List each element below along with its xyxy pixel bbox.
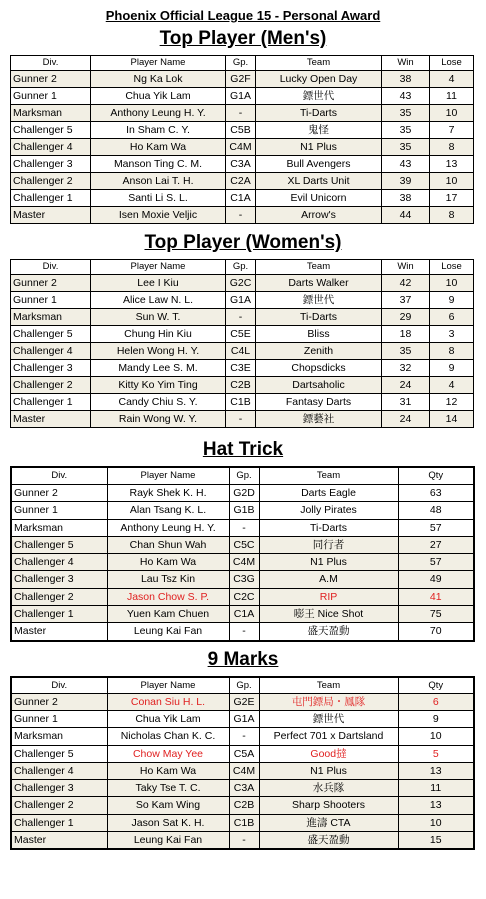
team-cell: XL Darts Unit <box>256 173 382 190</box>
lose-cell: 4 <box>430 377 474 394</box>
qty-cell: 13 <box>398 797 474 814</box>
player-name-cell: Ho Kam Wa <box>91 139 226 156</box>
qty-cell: 6 <box>398 693 474 710</box>
player-name-cell: Yuen Kam Chuen <box>107 606 229 623</box>
column-header-player-name: Player Name <box>107 467 229 485</box>
table-row <box>11 588 474 605</box>
div-cell: Gunner 1 <box>11 88 91 105</box>
div-cell: Challenger 5 <box>11 536 107 553</box>
team-cell: Zenith <box>256 343 382 360</box>
column-header-div: Div. <box>11 677 107 694</box>
column-header-player-name: Player Name <box>91 56 226 71</box>
win-cell: 18 <box>382 326 430 343</box>
team-cell: Ti-Darts <box>256 309 382 326</box>
award-table-9-marks <box>10 676 475 851</box>
table-row <box>11 122 474 139</box>
team-cell: Lucky Open Day <box>256 71 382 88</box>
team-cell: Chopsdicks <box>256 360 382 377</box>
table-row <box>11 832 474 850</box>
group-cell: G2E <box>229 693 259 710</box>
div-cell: Challenger 3 <box>11 571 107 588</box>
qty-cell: 75 <box>398 606 474 623</box>
team-cell: 鏢世代 <box>256 88 382 105</box>
table-row <box>11 71 474 88</box>
table-row <box>11 292 474 309</box>
team-cell: Good撻 <box>259 745 398 762</box>
group-cell: - <box>226 207 256 224</box>
div-cell: Challenger 3 <box>11 360 91 377</box>
team-cell: Jolly Pirates <box>259 502 398 519</box>
table-row <box>11 326 474 343</box>
team-cell: Ti-Darts <box>256 105 382 122</box>
player-name-cell: Anson Lai T. H. <box>91 173 226 190</box>
div-cell: Gunner 2 <box>11 485 107 502</box>
lose-cell: 4 <box>430 71 474 88</box>
award-table-hat-trick <box>10 466 475 642</box>
column-header-team: Team <box>259 677 398 694</box>
group-cell: - <box>229 623 259 641</box>
div-cell: Challenger 1 <box>11 606 107 623</box>
table-row <box>11 780 474 797</box>
player-name-cell: Taky Tse T. C. <box>107 780 229 797</box>
div-cell: Marksman <box>11 309 91 326</box>
player-name-cell: Sun W. T. <box>91 309 226 326</box>
lose-cell: 3 <box>430 326 474 343</box>
team-cell: 盛天盈動 <box>259 623 398 641</box>
column-header-gp: Gp. <box>229 677 259 694</box>
qty-cell: 70 <box>398 623 474 641</box>
player-name-cell: Ng Ka Lok <box>91 71 226 88</box>
table-row <box>11 571 474 588</box>
player-name-cell: Alice Law N. L. <box>91 292 226 309</box>
group-cell: C2B <box>229 797 259 814</box>
player-name-cell: Leung Kai Fan <box>107 623 229 641</box>
win-cell: 29 <box>382 309 430 326</box>
group-cell: G1A <box>229 710 259 727</box>
div-cell: Gunner 1 <box>11 502 107 519</box>
player-name-cell: Isen Moxie Veljic <box>91 207 226 224</box>
table-row <box>11 797 474 814</box>
table-header-row <box>11 56 474 71</box>
group-cell: C3G <box>229 571 259 588</box>
team-cell: 水兵隊 <box>259 780 398 797</box>
team-cell: 進濤 CTA <box>259 814 398 831</box>
group-cell: G2D <box>229 485 259 502</box>
div-cell: Challenger 2 <box>11 173 91 190</box>
team-cell: Sharp Shooters <box>259 797 398 814</box>
win-cell: 38 <box>382 71 430 88</box>
win-cell: 37 <box>382 292 430 309</box>
lose-cell: 11 <box>430 88 474 105</box>
team-cell: 盛天盈動 <box>259 832 398 850</box>
group-cell: C5A <box>229 745 259 762</box>
group-cell: C2B <box>226 377 256 394</box>
table-row <box>11 814 474 831</box>
win-cell: 35 <box>382 139 430 156</box>
group-cell: C2A <box>226 173 256 190</box>
player-name-cell: Nicholas Chan K. C. <box>107 728 229 745</box>
div-cell: Gunner 2 <box>11 275 91 292</box>
lose-cell: 8 <box>430 343 474 360</box>
section-title-9-marks: 9 Marks <box>207 648 279 670</box>
group-cell: C1B <box>229 814 259 831</box>
column-header-team: Team <box>259 467 398 485</box>
team-cell: Perfect 701 x Dartsland <box>259 728 398 745</box>
lose-cell: 9 <box>430 360 474 377</box>
player-name-cell: Alan Tsang K. L. <box>107 502 229 519</box>
div-cell: Challenger 5 <box>11 122 91 139</box>
table-row <box>11 536 474 553</box>
team-cell: 鏢世代 <box>256 292 382 309</box>
section-title-top-player-men-s: Top Player (Men's) <box>159 28 327 49</box>
group-cell: G2C <box>226 275 256 292</box>
win-cell: 43 <box>382 88 430 105</box>
win-cell: 42 <box>382 275 430 292</box>
column-header-team: Team <box>256 56 382 71</box>
qty-cell: 11 <box>398 780 474 797</box>
section-title-top-player-women-s: Top Player (Women's) <box>144 232 342 253</box>
table-row <box>11 105 474 122</box>
team-cell: 同行者 <box>259 536 398 553</box>
div-cell: Master <box>11 411 91 428</box>
div-cell: Marksman <box>11 519 107 536</box>
lose-cell: 8 <box>430 207 474 224</box>
group-cell: G1A <box>226 292 256 309</box>
column-header-player-name: Player Name <box>107 677 229 694</box>
group-cell: C1B <box>226 394 256 411</box>
player-name-cell: Anthony Leung H. Y. <box>107 519 229 536</box>
column-header-win: Win <box>382 260 430 275</box>
group-cell: - <box>226 309 256 326</box>
award-table-top-player-women-s <box>10 259 474 428</box>
team-cell: Evil Unicorn <box>256 190 382 207</box>
team-cell: Darts Eagle <box>259 485 398 502</box>
player-name-cell: Jason Chow S. P. <box>107 588 229 605</box>
win-cell: 24 <box>382 377 430 394</box>
table-row <box>11 156 474 173</box>
div-cell: Challenger 5 <box>11 326 91 343</box>
award-sections <box>0 27 486 850</box>
group-cell: C4L <box>226 343 256 360</box>
team-cell: N1 Plus <box>256 139 382 156</box>
qty-cell: 63 <box>398 485 474 502</box>
div-cell: Challenger 1 <box>11 814 107 831</box>
player-name-cell: Candy Chiu S. Y. <box>91 394 226 411</box>
group-cell: C4M <box>229 554 259 571</box>
div-cell: Challenger 2 <box>11 797 107 814</box>
div-cell: Challenger 1 <box>11 190 91 207</box>
lose-cell: 9 <box>430 292 474 309</box>
table-row <box>11 275 474 292</box>
div-cell: Challenger 4 <box>11 554 107 571</box>
group-cell: - <box>229 832 259 850</box>
table-row <box>11 207 474 224</box>
div-cell: Master <box>11 207 91 224</box>
group-cell: C3A <box>226 156 256 173</box>
win-cell: 44 <box>382 207 430 224</box>
column-header-div: Div. <box>11 260 91 275</box>
win-cell: 32 <box>382 360 430 377</box>
team-cell: 鏢藝社 <box>256 411 382 428</box>
win-cell: 39 <box>382 173 430 190</box>
table-row <box>11 190 474 207</box>
table-row <box>11 88 474 105</box>
player-name-cell: Jason Sat K. H. <box>107 814 229 831</box>
player-name-cell: Anthony Leung H. Y. <box>91 105 226 122</box>
lose-cell: 14 <box>430 411 474 428</box>
team-cell: 鬼怪 <box>256 122 382 139</box>
group-cell: C5B <box>226 122 256 139</box>
lose-cell: 13 <box>430 156 474 173</box>
div-cell: Challenger 4 <box>11 762 107 779</box>
group-cell: G1B <box>229 502 259 519</box>
column-header-team: Team <box>256 260 382 275</box>
div-cell: Master <box>11 623 107 641</box>
team-cell: Fantasy Darts <box>256 394 382 411</box>
table-row <box>11 623 474 641</box>
player-name-cell: Santi Li S. L. <box>91 190 226 207</box>
player-name-cell: Kitty Ko Yim Ting <box>91 377 226 394</box>
player-name-cell: Chan Shun Wah <box>107 536 229 553</box>
table-row <box>11 606 474 623</box>
award-table-top-player-men-s <box>10 55 474 224</box>
qty-cell: 48 <box>398 502 474 519</box>
win-cell: 35 <box>382 122 430 139</box>
player-name-cell: Helen Wong H. Y. <box>91 343 226 360</box>
group-cell: C2C <box>229 588 259 605</box>
player-name-cell: Lau Tsz Kin <box>107 571 229 588</box>
player-name-cell: So Kam Wing <box>107 797 229 814</box>
div-cell: Gunner 2 <box>11 693 107 710</box>
table-row <box>11 377 474 394</box>
qty-cell: 9 <box>398 710 474 727</box>
table-row <box>11 519 474 536</box>
column-header-gp: Gp. <box>229 467 259 485</box>
div-cell: Challenger 2 <box>11 377 91 394</box>
player-name-cell: Mandy Lee S. M. <box>91 360 226 377</box>
table-row <box>11 728 474 745</box>
table-header-row <box>11 467 474 485</box>
player-name-cell: Manson Ting C. M. <box>91 156 226 173</box>
team-cell: 屯門鏢局・鳳隊 <box>259 693 398 710</box>
div-cell: Marksman <box>11 728 107 745</box>
lose-cell: 10 <box>430 105 474 122</box>
table-row <box>11 745 474 762</box>
column-header-gp: Gp. <box>226 260 256 275</box>
team-cell: N1 Plus <box>259 554 398 571</box>
group-cell: C5E <box>226 326 256 343</box>
group-cell: - <box>226 411 256 428</box>
div-cell: Challenger 4 <box>11 139 91 156</box>
group-cell: C1A <box>229 606 259 623</box>
player-name-cell: Ho Kam Wa <box>107 762 229 779</box>
div-cell: Challenger 5 <box>11 745 107 762</box>
div-cell: Challenger 1 <box>11 394 91 411</box>
team-cell: A.M <box>259 571 398 588</box>
win-cell: 43 <box>382 156 430 173</box>
qty-cell: 49 <box>398 571 474 588</box>
win-cell: 35 <box>382 105 430 122</box>
table-row <box>11 485 474 502</box>
lose-cell: 7 <box>430 122 474 139</box>
table-row <box>11 343 474 360</box>
qty-cell: 57 <box>398 519 474 536</box>
lose-cell: 6 <box>430 309 474 326</box>
team-cell: N1 Plus <box>259 762 398 779</box>
team-cell: 嘭王 Nice Shot <box>259 606 398 623</box>
player-name-cell: In Sham C. Y. <box>91 122 226 139</box>
team-cell: RIP <box>259 588 398 605</box>
table-row <box>11 554 474 571</box>
column-header-lose: Lose <box>430 56 474 71</box>
table-row <box>11 139 474 156</box>
div-cell: Master <box>11 832 107 850</box>
group-cell: C1A <box>226 190 256 207</box>
table-row <box>11 710 474 727</box>
div-cell: Gunner 2 <box>11 71 91 88</box>
div-cell: Gunner 1 <box>11 292 91 309</box>
column-header-lose: Lose <box>430 260 474 275</box>
div-cell: Challenger 3 <box>11 780 107 797</box>
table-header-row <box>11 677 474 694</box>
lose-cell: 12 <box>430 394 474 411</box>
player-name-cell: Chua Yik Lam <box>91 88 226 105</box>
player-name-cell: Conan Siu H. L. <box>107 693 229 710</box>
player-name-cell: Leung Kai Fan <box>107 832 229 850</box>
team-cell: Arrow's <box>256 207 382 224</box>
player-name-cell: Rayk Shek K. H. <box>107 485 229 502</box>
win-cell: 35 <box>382 343 430 360</box>
group-cell: C4M <box>226 139 256 156</box>
lose-cell: 17 <box>430 190 474 207</box>
column-header-qty: Qty <box>398 677 474 694</box>
table-row <box>11 173 474 190</box>
player-name-cell: Chung Hin Kiu <box>91 326 226 343</box>
team-cell: Bliss <box>256 326 382 343</box>
div-cell: Gunner 1 <box>11 710 107 727</box>
lose-cell: 10 <box>430 173 474 190</box>
qty-cell: 5 <box>398 745 474 762</box>
div-cell: Challenger 4 <box>11 343 91 360</box>
win-cell: 38 <box>382 190 430 207</box>
group-cell: - <box>226 105 256 122</box>
table-row <box>11 394 474 411</box>
div-cell: Challenger 2 <box>11 588 107 605</box>
player-name-cell: Chow May Yee <box>107 745 229 762</box>
column-header-div: Div. <box>11 56 91 71</box>
team-cell: Dartsaholic <box>256 377 382 394</box>
group-cell: C3E <box>226 360 256 377</box>
qty-cell: 57 <box>398 554 474 571</box>
team-cell: Darts Walker <box>256 275 382 292</box>
lose-cell: 10 <box>430 275 474 292</box>
team-cell: 鏢世代 <box>259 710 398 727</box>
column-header-qty: Qty <box>398 467 474 485</box>
qty-cell: 10 <box>398 728 474 745</box>
qty-cell: 10 <box>398 814 474 831</box>
win-cell: 24 <box>382 411 430 428</box>
group-cell: C3A <box>229 780 259 797</box>
column-header-win: Win <box>382 56 430 71</box>
group-cell: C5C <box>229 536 259 553</box>
player-name-cell: Chua Yik Lam <box>107 710 229 727</box>
player-name-cell: Lee I Kiu <box>91 275 226 292</box>
group-cell: - <box>229 519 259 536</box>
group-cell: G1A <box>226 88 256 105</box>
div-cell: Challenger 3 <box>11 156 91 173</box>
team-cell: Bull Avengers <box>256 156 382 173</box>
team-cell: Ti-Darts <box>259 519 398 536</box>
qty-cell: 13 <box>398 762 474 779</box>
table-row <box>11 360 474 377</box>
qty-cell: 27 <box>398 536 474 553</box>
column-header-gp: Gp. <box>226 56 256 71</box>
group-cell: G2F <box>226 71 256 88</box>
column-header-div: Div. <box>11 467 107 485</box>
table-row <box>11 502 474 519</box>
lose-cell: 8 <box>430 139 474 156</box>
win-cell: 31 <box>382 394 430 411</box>
qty-cell: 41 <box>398 588 474 605</box>
table-row <box>11 762 474 779</box>
player-name-cell: Ho Kam Wa <box>107 554 229 571</box>
table-row <box>11 309 474 326</box>
table-row <box>11 693 474 710</box>
qty-cell: 15 <box>398 832 474 850</box>
column-header-player-name: Player Name <box>91 260 226 275</box>
table-header-row <box>11 260 474 275</box>
player-name-cell: Rain Wong W. Y. <box>91 411 226 428</box>
div-cell: Marksman <box>11 105 91 122</box>
group-cell: C4M <box>229 762 259 779</box>
section-title-hat-trick: Hat Trick <box>202 439 284 460</box>
page-title: Phoenix Official League 15 - Personal Award <box>105 8 381 23</box>
group-cell: - <box>229 728 259 745</box>
table-row <box>11 411 474 428</box>
